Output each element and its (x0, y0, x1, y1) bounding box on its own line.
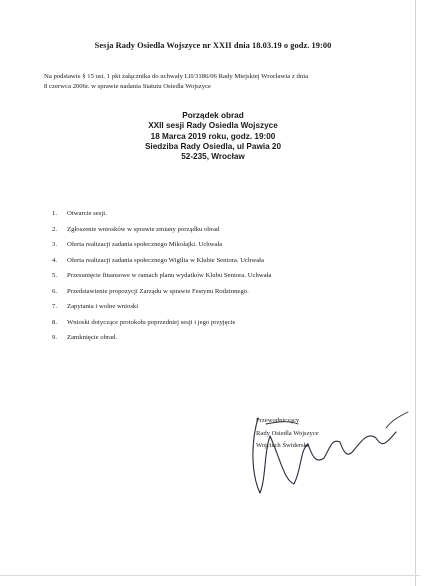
agenda-item (52, 315, 271, 331)
agenda-item-number: 5. (52, 272, 58, 279)
agenda-item-text: Zamknięcie obrad. (67, 334, 118, 341)
agenda-item (52, 268, 271, 284)
agenda-header-line: Porządek obrad (182, 111, 244, 120)
agenda-item-number: 3. (52, 241, 58, 248)
agenda-item-text: Oferta realizacji zadania społecznego Mikołajki. Uchwała (67, 241, 223, 248)
agenda-header-line: 18 Marca 2019 roku, godz. 19:00 (150, 131, 276, 141)
agenda-item (52, 237, 271, 253)
agenda-item-number: 2. (52, 225, 58, 233)
agenda-item (52, 253, 271, 269)
signatory-name: Wojciech Świderski (256, 442, 309, 449)
agenda-item (52, 284, 271, 300)
agenda-header-line: 52-235, Wrocław (181, 152, 245, 162)
legal-basis-line: Na podstawie § 15 ust. 1 pkt załącznika do uchwały LII/3186/06 Rady Miejskiej Wrocławia z dnia (44, 73, 309, 80)
agenda-header-line: XXII sesji Rady Osiedla Wojszyce (148, 121, 278, 131)
document-title: Sesja Rady Osiedla Wojszyce nr XXII dnia 18.03.19 o godz. 19:00 (94, 41, 332, 50)
agenda-item (52, 299, 271, 315)
agenda-item-text: Wnioski dotyczące protokołu poprzedniej sesji i jego przyjęcie (67, 318, 236, 326)
agenda-header (0, 111, 426, 162)
agenda-item-number: 9. (52, 334, 58, 341)
legal-basis (44, 72, 384, 91)
agenda-header-line: Siedziba Rady Osiedla, ul Pawia 20 (144, 141, 282, 151)
page-edge-right (415, 0, 416, 586)
agenda-item-text: Zgłoszenie wniosków w sprawie zmiany porządku obrad (67, 225, 220, 233)
agenda-item-text: Zapytania i wolne wnioski (67, 303, 139, 310)
agenda-item-number: 1. (52, 210, 58, 217)
agenda-item-number: 7. (52, 303, 58, 310)
agenda-item (52, 206, 271, 222)
signatory-role: Przewodniczący (256, 417, 300, 424)
agenda-item-text: Otwarcie sesji. (67, 210, 107, 217)
agenda-item-number: 4. (52, 256, 58, 264)
agenda-list (52, 206, 271, 346)
agenda-item-number: 6. (52, 287, 58, 295)
page-edge-bottom (0, 575, 420, 576)
signature-block (256, 415, 319, 453)
agenda-item-text: Oferta realizacji zadania społecznego Wigilia w Klubie Seniora. Uchwała (67, 256, 264, 264)
signatory-body: Rady Osiedla Wojszyce (256, 429, 319, 437)
agenda-item-text: Przesunięcie finansowe w ramach planu wydatków Klubu Seniora. Uchwała (67, 272, 272, 279)
agenda-item (52, 222, 271, 238)
agenda-item (52, 330, 271, 346)
agenda-item-text: Przedstawienie propozycji Zarządu w sprawie Festynu Rodzinnego. (67, 287, 249, 295)
agenda-item-number: 8. (52, 318, 58, 326)
legal-basis-line: 8 czerwca 2006r. w sprawie nadania Statutu Osiedla Wojszyce (44, 82, 212, 90)
